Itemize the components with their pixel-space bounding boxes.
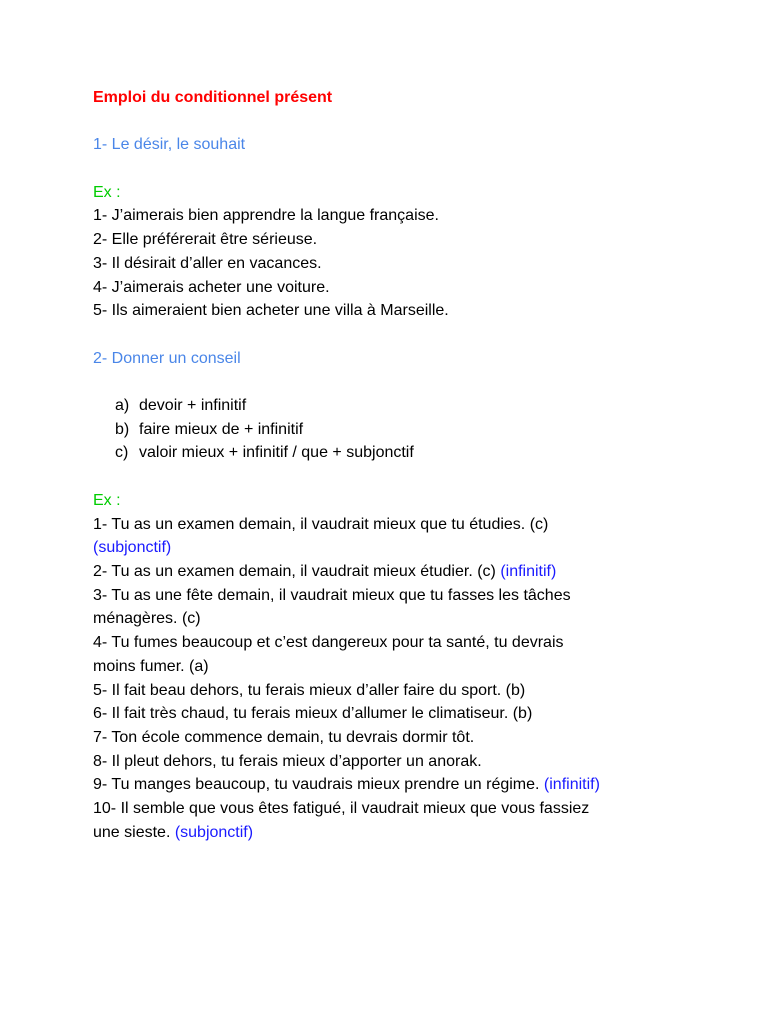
example-text: une sieste.	[93, 823, 175, 841]
spacer	[93, 110, 693, 134]
page-title: Emploi du conditionnel présent	[93, 89, 333, 106]
example-line: 5- Ils aimeraient bien acheter une villa à Marseille.	[93, 302, 449, 320]
grammar-note: (subjonctif)	[174, 823, 254, 841]
example-line: 1- Tu as un examen demain, il vaudrait mieux que tu étudies. (c)	[93, 515, 549, 533]
section-heading-advice: 2- Donner un conseil	[93, 349, 241, 367]
list-marker: c)	[115, 444, 129, 462]
list-marker: b)	[115, 420, 130, 438]
example-line: 6- Il fait très chaud, tu ferais mieux d’allumer le climatiseur. (b)	[93, 705, 533, 723]
example-line	[93, 560, 693, 584]
list-marker: a)	[115, 397, 130, 415]
spacer	[93, 157, 693, 181]
list-item-text: faire mieux de + infinitif	[139, 420, 304, 438]
grammar-note: (infinitif)	[500, 562, 557, 580]
spacer	[93, 370, 693, 394]
example-line: moins fumer. (a)	[93, 657, 209, 675]
list-item	[93, 394, 693, 418]
grammar-note: (subjonctif)	[93, 539, 172, 557]
example-line: 2- Elle préférerait être sérieuse.	[93, 231, 318, 249]
example-line: 4- Tu fumes beaucoup et c’est dangereux pour ta santé, tu devrais	[93, 634, 564, 652]
example-line: ménagères. (c)	[93, 610, 201, 628]
example-line: 5- Il fait beau dehors, tu ferais mieux d’aller faire du sport. (b)	[93, 681, 526, 699]
ex-label: Ex :	[93, 183, 121, 201]
example-text: 2- Tu as un examen demain, il vaudrait mieux étudier. (c)	[93, 562, 501, 580]
ex-label: Ex :	[93, 491, 121, 509]
list-item-text: valoir mieux + infinitif / que + subjonctif	[139, 444, 414, 462]
list-item	[93, 418, 693, 442]
example-line: 7- Ton école commence demain, tu devrais dormir tôt.	[93, 728, 475, 746]
list-item-text: devoir + infinitif	[139, 397, 247, 415]
example-line: 10- Il semble que vous êtes fatigué, il vaudrait mieux que vous fassiez	[93, 800, 590, 818]
example-line	[93, 773, 693, 797]
example-text: 9- Tu manges beaucoup, tu vaudrais mieux prendre un régime.	[93, 776, 544, 794]
example-line: 3- Il désirait d’aller en vacances.	[93, 254, 322, 272]
example-line	[93, 821, 693, 845]
list-item	[93, 441, 693, 465]
example-line: 8- Il pleut dehors, tu ferais mieux d’apporter un anorak.	[93, 752, 482, 770]
spacer	[93, 323, 693, 347]
spacer	[93, 465, 693, 489]
example-line: 3- Tu as une fête demain, il vaudrait mieux que tu fasses les tâches	[93, 586, 571, 604]
example-line: 1- J’aimerais bien apprendre la langue française.	[93, 207, 439, 225]
grammar-note: (infinitif)	[543, 776, 600, 794]
document-page	[93, 86, 693, 844]
section-heading-desire: 1- Le désir, le souhait	[93, 136, 246, 154]
example-line: 4- J’aimerais acheter une voiture.	[93, 278, 330, 296]
